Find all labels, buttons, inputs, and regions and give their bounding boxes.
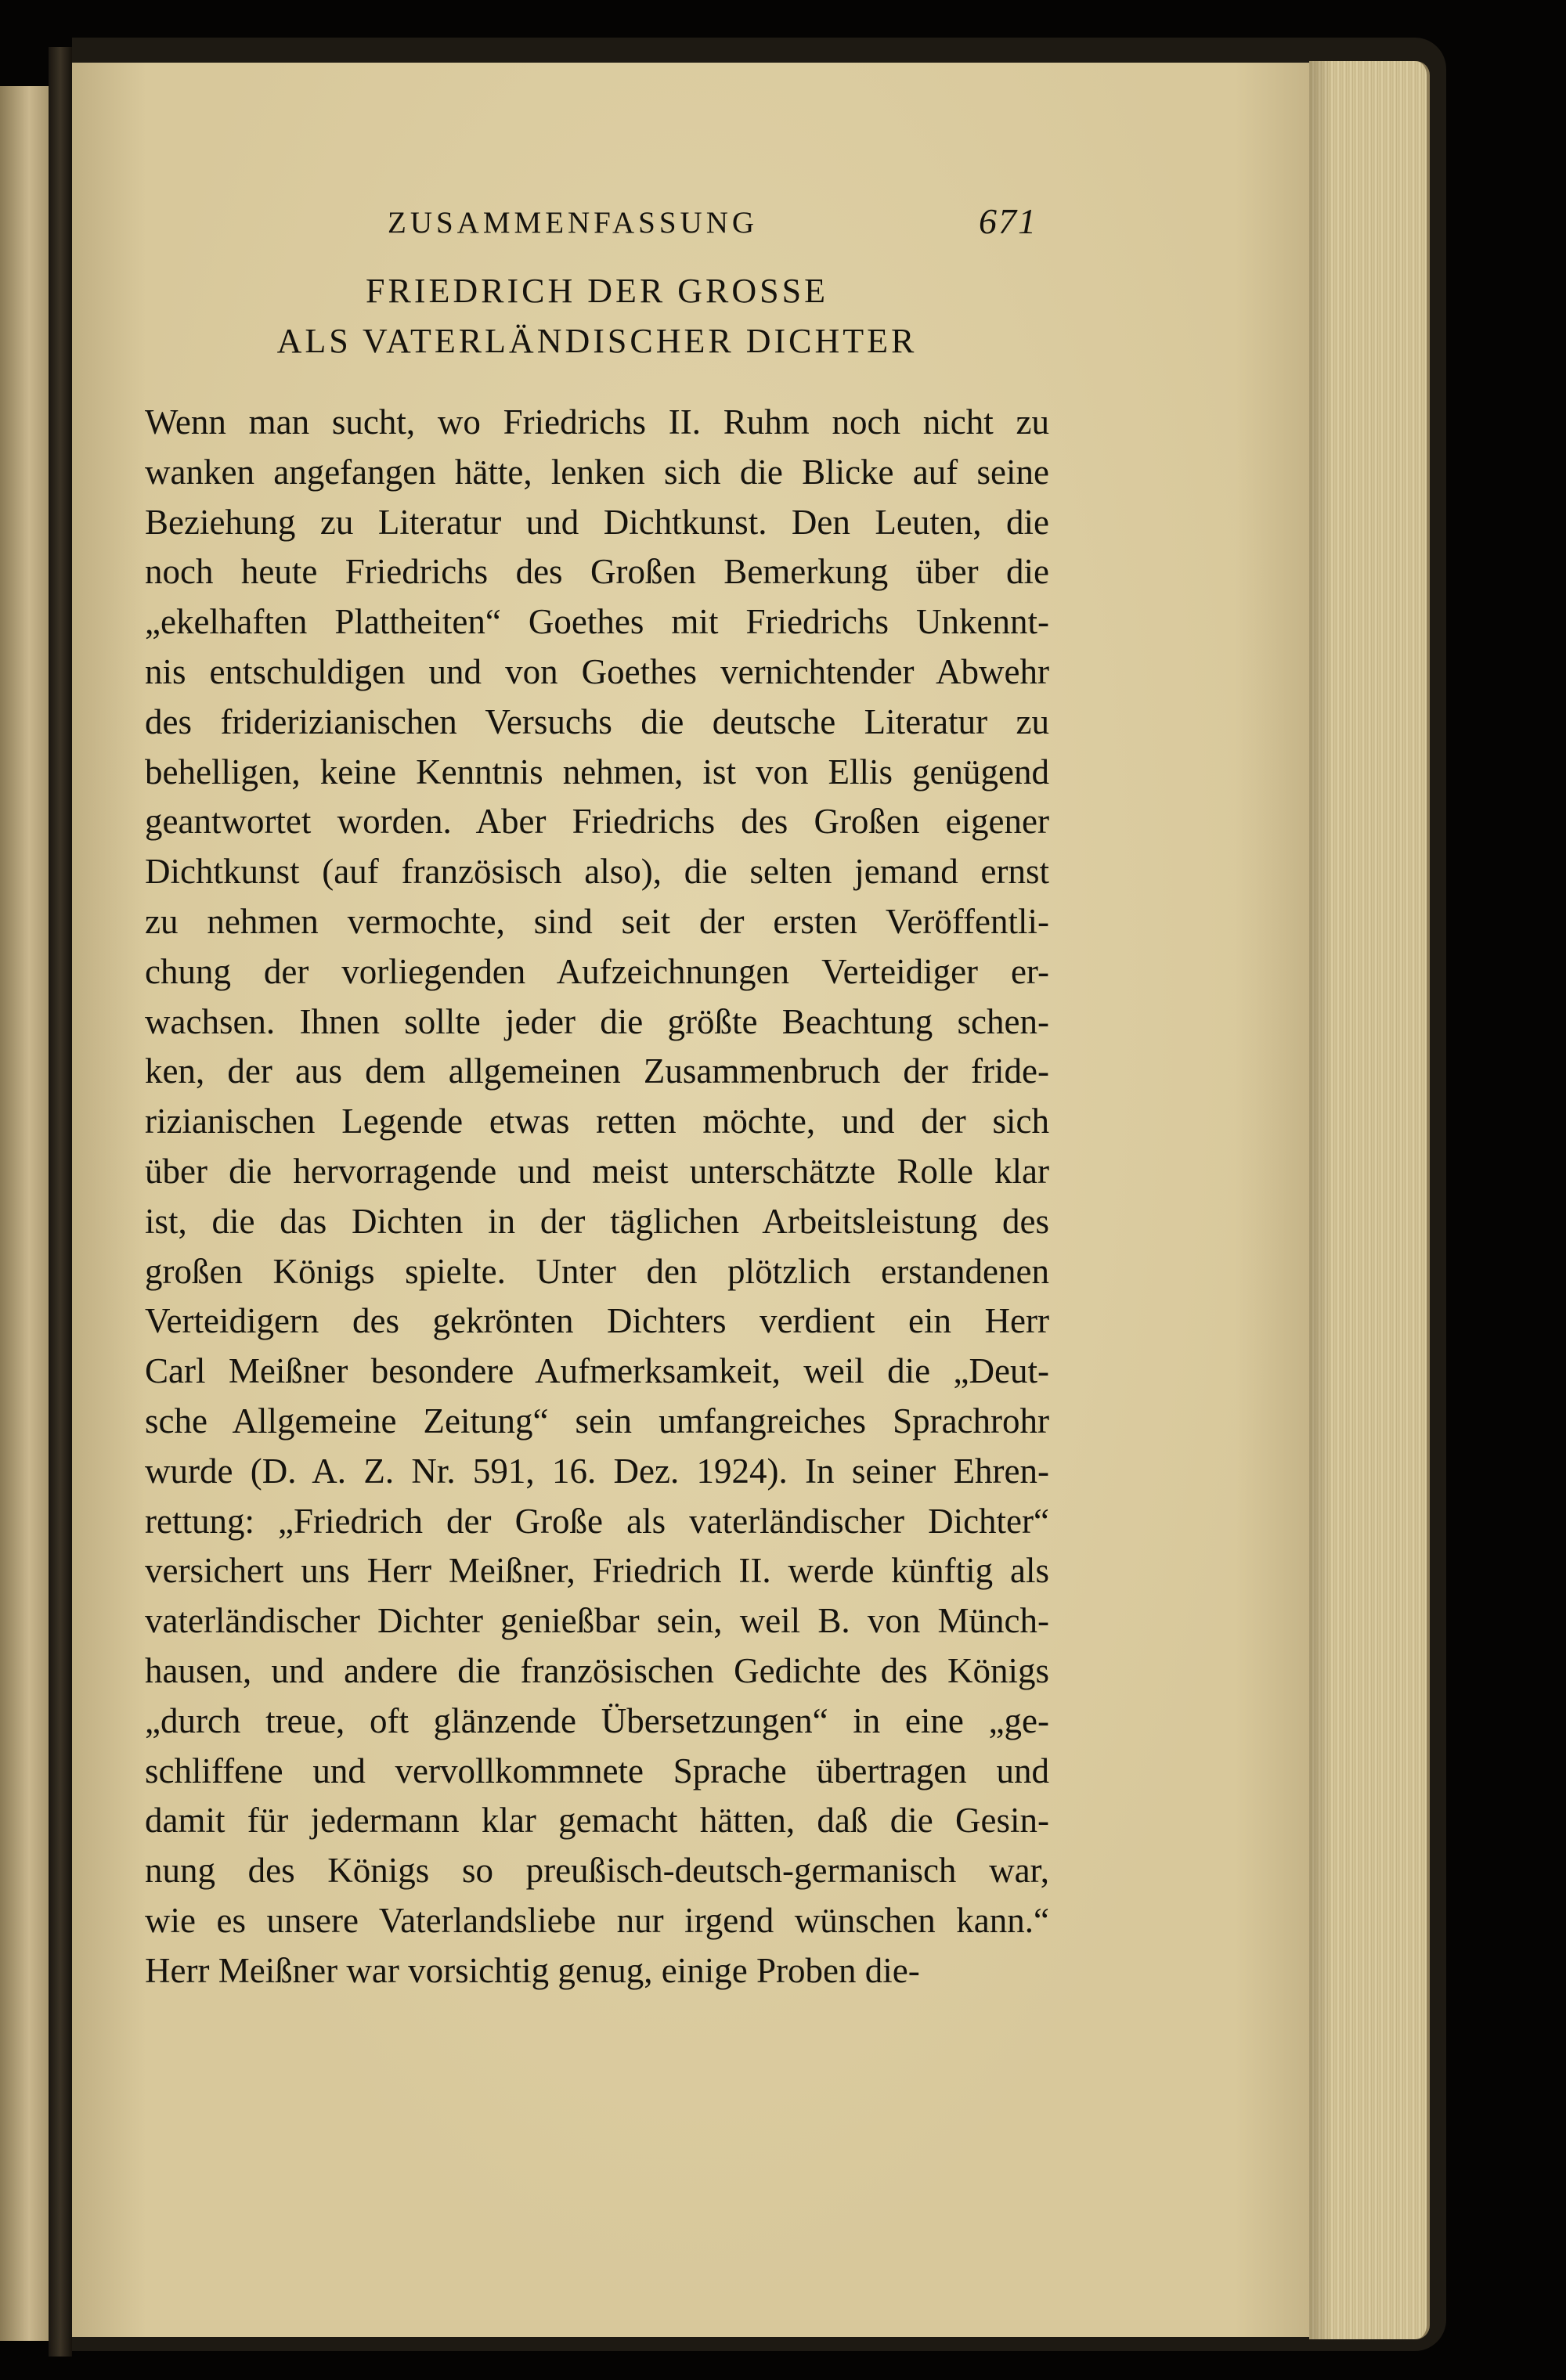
text-line: wachsen. Ihnen sollte jeder die größte Beachtung schen- (145, 1001, 1049, 1041)
page-edge-shadow (1309, 61, 1333, 2339)
text-line: zu nehmen vermochte, sind seit der ersten Veröffentli- (145, 901, 1049, 941)
text-line: Wenn man sucht, wo Friedrichs II. Ruhm noch nicht zu (145, 402, 1049, 442)
text-line: geantwortet worden. Aber Friedrichs des Großen eigener (145, 802, 1049, 842)
heading-line-2: ALS VATERLÄNDISCHER DICHTER (276, 322, 918, 360)
text-line: behelligen, keine Kenntnis nehmen, ist von Ellis genügend (145, 752, 1049, 792)
text-line: chung der vorliegenden Aufzeichnungen Verteidiger er- (145, 951, 1049, 991)
page-number: 671 (979, 201, 1037, 241)
text-line: ken, der aus dem allgemeinen Zusammenbruch der fride- (145, 1051, 1049, 1091)
left-page-edge (0, 86, 51, 2341)
text-line: wie es unsere Vaterlandsliebe nur irgend wünschen kann.“ (145, 1900, 1049, 1940)
book-gutter (49, 47, 72, 2357)
text-line: „durch treue, oft glänzende Übersetzungen“ in eine „ge- (145, 1700, 1049, 1740)
text-line: hausen, und andere die französischen Gedichte des Königs (145, 1650, 1049, 1690)
text-line: nung des Königs so preußisch-deutsch-germanisch war, (145, 1851, 1049, 1891)
text-line: ist, die das Dichten in der täglichen Arbeitsleistung des (145, 1201, 1049, 1241)
text-line: des friderizianischen Versuchs die deutsche Literatur zu (145, 701, 1049, 741)
text-line: Dichtkunst (auf französisch also), die selten jemand ernst (145, 852, 1049, 892)
text-line: über die hervorragende und meist unterschätzte Rolle klar (145, 1151, 1049, 1191)
text-line: Herr Meißner war vorsichtig genug, einige Proben die- (145, 1950, 920, 1990)
heading-line-1: FRIEDRICH DER GROSSE (366, 272, 828, 310)
text-line: rettung: „Friedrich der Große als vaterländischer Dichter“ (145, 1501, 1049, 1541)
text-line: noch heute Friedrichs des Großen Bemerkung über die (145, 552, 1049, 592)
running-head-title: ZUSAMMENFASSUNG (388, 206, 759, 240)
text-line: sche Allgemeine Zeitung“ sein umfangreiches Sprachrohr (145, 1401, 1049, 1441)
text-line: wanken angefangen hätte, lenken sich die Blicke auf seine (145, 452, 1049, 492)
running-head (145, 201, 1049, 252)
text-line: vaterländischer Dichter genießbar sein, weil B. von Münch- (145, 1601, 1049, 1641)
text-line: rizianischen Legende etwas retten möchte, und der sich (145, 1102, 1049, 1141)
text-line: schliffene und vervollkommnete Sprache übertragen und (145, 1751, 1049, 1790)
text-line: versichert uns Herr Meißner, Friedrich II. werde künftig als (145, 1551, 1049, 1591)
page-text (145, 201, 1049, 1996)
text-line: Beziehung zu Literatur und Dichtkunst. Den Leuten, die (145, 502, 1049, 542)
text-line: Carl Meißner besondere Aufmerksamkeit, weil die „Deut- (145, 1351, 1049, 1391)
text-line: Verteidigern des gekrönten Dichters verdient ein Herr (145, 1301, 1049, 1341)
text-line: nis entschuldigen und von Goethes vernichtender Abwehr (145, 651, 1049, 691)
text-line: wurde (D. A. Z. Nr. 591, 16. Dez. 1924). In seiner Ehren- (145, 1451, 1049, 1491)
chapter-heading (145, 266, 1049, 366)
text-line: „ekelhaften Plattheiten“ Goethes mit Friedrichs Unkennt- (145, 602, 1049, 642)
body-text (145, 398, 1049, 1996)
text-line: großen Königs spielte. Unter den plötzlich erstandenen (145, 1251, 1049, 1291)
text-line: damit für jedermann klar gemacht hätten, daß die Gesin- (145, 1801, 1049, 1841)
